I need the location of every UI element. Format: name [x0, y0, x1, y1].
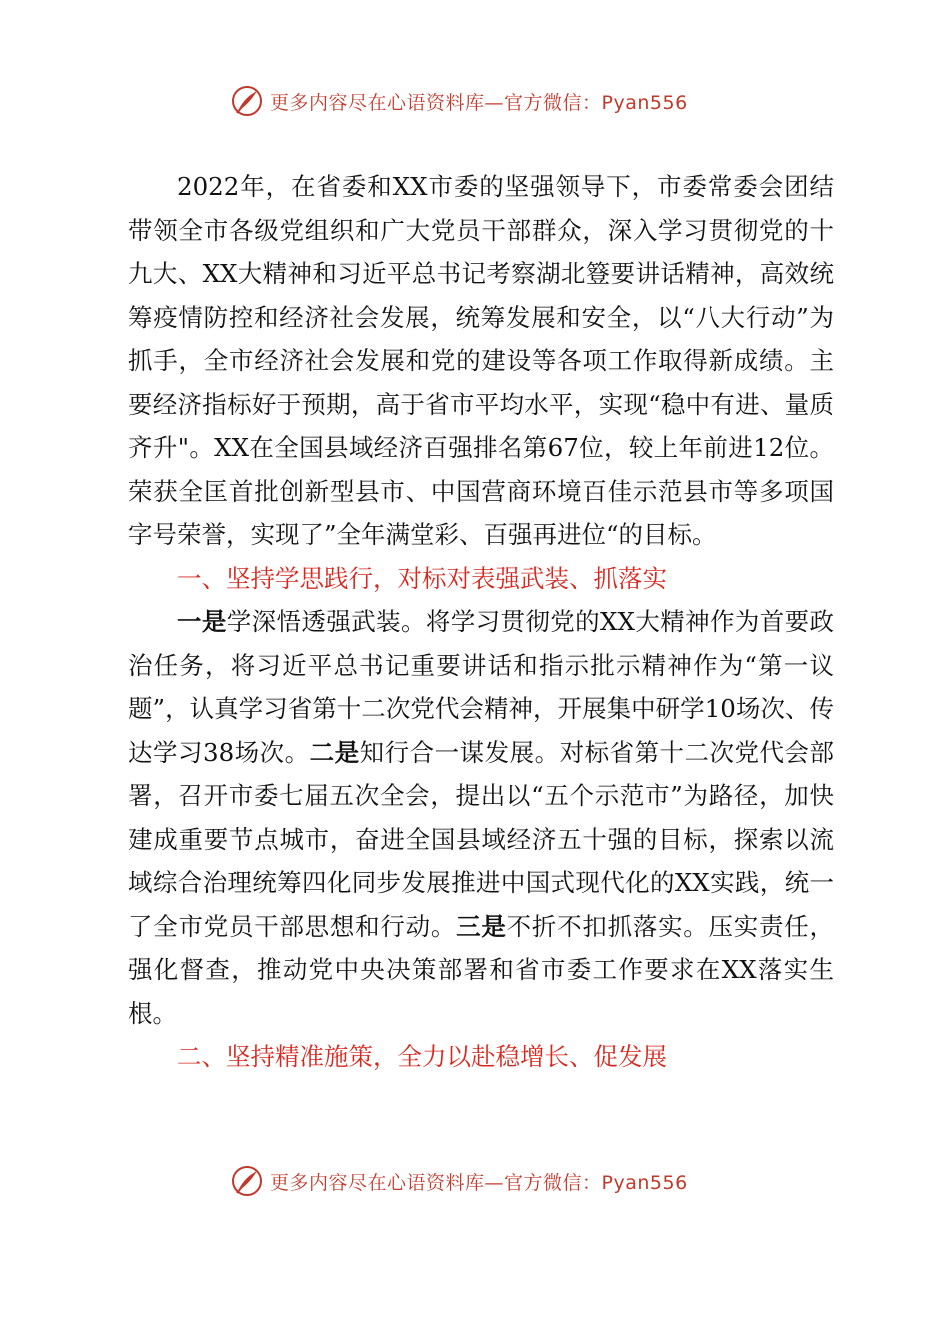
- lead-2: 二是: [309, 737, 360, 767]
- wechat-id: Pyan556: [601, 91, 688, 114]
- quill-logo-icon: [230, 1164, 264, 1198]
- wechat-id: Pyan556: [601, 1171, 688, 1194]
- section-heading-1: 一、坚持学思践行，对标对表强武装、抓落实: [177, 563, 667, 593]
- banner-text: 更多内容尽在心语资料库—官方微信：Pyan556: [270, 1171, 688, 1194]
- footer-watermark-banner: [0, 1160, 950, 1204]
- header-watermark-banner: [0, 80, 950, 124]
- quill-logo-icon: [230, 84, 264, 118]
- section-heading-2: 二、坚持精准施策，全力以赴稳增长、促发展: [177, 1042, 667, 1071]
- intro-paragraph: 2022年，在省委和XX市委的坚强领导下，市委常委会团结带领全市各级党组织和广大党员干部群众，深入学习贯彻党的十九大、XX大精神和习近平总书记考察湖北簦要讲话精神，高效统筹疫情防控和经济社会发展，统筹发展和安全，以“八大行动”为抓手，全市经济社会发展和党的建设等各项工作取得新成绩。主要经济指标好于预期，高于省市平均水平，实现“稳中有进、量质齐升"。XX在全国县域经济百强排名第67位，较上年前进12位。荣获全匡首批创新型县市、中国营商环境百佳示范县市等多项国字号荣誉，实现了”全年满堂彩、百强再进位“的目标。: [128, 172, 834, 549]
- document-body: [128, 165, 834, 1079]
- banner-text: 更多内容尽在心语资料库—官方微信：Pyan556: [270, 91, 688, 114]
- section1-paragraph: 一是学深悟透强武装。将学习贯彻党的XX大精神作为首要政治任务，将习近平总书记重要讲话和指示批示精神作为“第一议题”，认真学习省第十二次党代会精神，开展集中研学10场次、传达学习38场次。二是知行合一谋发展。对标省第十二次党代会部署，召开市委七届五次全会，提出以“五个示范市”为路径，加快建成重要节点城市，奋进全国县域经济五十强的目标，探索以流域综合治理统筹四化同步发展推进中国式现代化的XX实践，统一了全市党员干部思想和行动。三是不折不扣抓落实。压实责任，强化督查，推动党中央决策部署和省市委工作要求在XX落实生根。: [128, 607, 835, 1028]
- lead-3: 三是: [456, 911, 507, 941]
- lead-1: 一是: [177, 607, 227, 636]
